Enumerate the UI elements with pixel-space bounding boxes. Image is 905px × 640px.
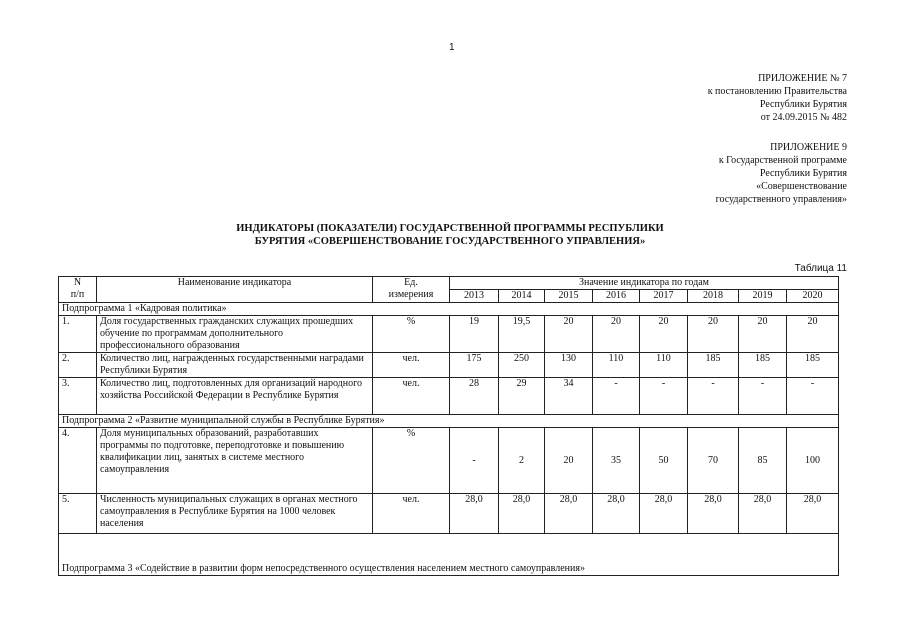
col-unit-header: Ед. измерения	[373, 277, 450, 303]
appendix-line: от 24.09.2015 № 482	[760, 112, 847, 123]
value-cell: 70	[688, 428, 739, 494]
indicator-name: Количество лиц, подготовленных для организаций народного хозяйства Российской Федерации в Республике Бурятия	[97, 378, 373, 415]
row-number: 5.	[59, 494, 97, 534]
col-name-header: Наименование индикатора	[97, 277, 373, 303]
appendix-7-block	[708, 72, 847, 124]
value-cell: 28,0	[787, 494, 839, 534]
value-cell: 130	[545, 353, 593, 378]
value-cell: -	[640, 378, 688, 415]
value-cell: 185	[739, 353, 787, 378]
value-cell: 28,0	[450, 494, 499, 534]
year-header: 2014	[499, 290, 545, 303]
value-cell: 34	[545, 378, 593, 415]
years-group-header: Значение индикатора по годам	[450, 277, 839, 290]
indicator-name: Численность муниципальных служащих в органах местного самоуправления в Республике Бурятия на 1000 человек населения	[97, 494, 373, 534]
subprogram-title: Подпрограмма 1 «Кадровая политика»	[59, 303, 839, 316]
appendix-line: к постановлению Правительства	[707, 86, 847, 97]
appendix-9-block	[716, 141, 847, 206]
title-line: БУРЯТИЯ «СОВЕРШЕНСТВОВАНИЕ ГОСУДАРСТВЕННОГО УПРАВЛЕНИЯ»	[254, 236, 646, 247]
year-header: 2013	[450, 290, 499, 303]
value-cell: 35	[593, 428, 640, 494]
table-row	[59, 378, 839, 415]
header-row	[59, 277, 839, 290]
table-row	[59, 316, 839, 353]
table-row	[59, 494, 839, 534]
appendix-line: к Государственной программе	[718, 155, 847, 166]
document-title	[150, 222, 750, 248]
value-cell: 185	[787, 353, 839, 378]
value-cell: 250	[499, 353, 545, 378]
value-cell: 2	[499, 428, 545, 494]
page-number: 1	[449, 42, 455, 53]
value-cell: -	[688, 378, 739, 415]
subprogram-row	[59, 415, 839, 428]
value-cell: -	[593, 378, 640, 415]
col-number-header: N п/п	[59, 277, 97, 303]
value-cell: 110	[640, 353, 688, 378]
value-cell: 20	[593, 316, 640, 353]
unit-cell: %	[373, 428, 450, 494]
value-cell: 28	[450, 378, 499, 415]
value-cell: 20	[787, 316, 839, 353]
table-row	[59, 353, 839, 378]
value-cell: 20	[545, 316, 593, 353]
value-cell: 19,5	[499, 316, 545, 353]
value-cell: 28,0	[640, 494, 688, 534]
unit-cell: чел.	[373, 378, 450, 415]
value-cell: 28,0	[688, 494, 739, 534]
row-number: 3.	[59, 378, 97, 415]
indicators-table	[58, 276, 839, 576]
value-cell: 28,0	[499, 494, 545, 534]
year-header: 2017	[640, 290, 688, 303]
value-cell: 28,0	[545, 494, 593, 534]
unit-cell: чел.	[373, 494, 450, 534]
subprogram-title: Подпрограмма 3 «Содействие в развитии форм непосредственного осуществления населением местного самоуправления»	[59, 534, 839, 576]
appendix-line: Республики Бурятия	[759, 168, 847, 179]
title-line: ИНДИКАТОРЫ (ПОКАЗАТЕЛИ) ГОСУДАРСТВЕННОЙ ПРОГРАММЫ РЕСПУБЛИКИ	[236, 223, 664, 234]
appendix-line: государственного управления»	[715, 194, 847, 205]
subprogram-row	[59, 303, 839, 316]
year-header: 2018	[688, 290, 739, 303]
appendix-line: «Совершенствование	[756, 181, 847, 192]
value-cell: 28,0	[593, 494, 640, 534]
value-cell: 20	[640, 316, 688, 353]
value-cell: -	[450, 428, 499, 494]
value-cell: 19	[450, 316, 499, 353]
value-cell: 50	[640, 428, 688, 494]
value-cell: 29	[499, 378, 545, 415]
row-number: 1.	[59, 316, 97, 353]
appendix-line: Республики Бурятия	[759, 99, 847, 110]
value-cell: 175	[450, 353, 499, 378]
value-cell: 185	[688, 353, 739, 378]
value-cell: 20	[739, 316, 787, 353]
value-cell: 110	[593, 353, 640, 378]
year-header: 2016	[593, 290, 640, 303]
table-row	[59, 428, 839, 494]
indicator-name: Доля муниципальных образований, разработавших программы по подготовке, переподготовке и повышению квалификации лиц, занятых в системе местного самоуправления	[97, 428, 373, 494]
value-cell: 85	[739, 428, 787, 494]
value-cell: 100	[787, 428, 839, 494]
year-header: 2020	[787, 290, 839, 303]
indicator-name: Количество лиц, награжденных государственными наградами Республики Бурятия	[97, 353, 373, 378]
subprogram-title: Подпрограмма 2 «Развитие муниципальной службы в Республике Бурятия»	[59, 415, 839, 428]
row-number: 4.	[59, 428, 97, 494]
value-cell: -	[739, 378, 787, 415]
value-cell: 28,0	[739, 494, 787, 534]
appendix-line: ПРИЛОЖЕНИЕ 9	[770, 142, 847, 153]
table-label: Таблица 11	[794, 263, 847, 274]
appendix-line: ПРИЛОЖЕНИЕ № 7	[758, 73, 847, 84]
value-cell: 20	[545, 428, 593, 494]
value-cell: -	[787, 378, 839, 415]
row-number: 2.	[59, 353, 97, 378]
subprogram-row	[59, 534, 839, 576]
value-cell: 20	[688, 316, 739, 353]
unit-cell: чел.	[373, 353, 450, 378]
year-header: 2019	[739, 290, 787, 303]
unit-cell: %	[373, 316, 450, 353]
year-header: 2015	[545, 290, 593, 303]
indicator-name: Доля государственных гражданских служащих прошедших обучение по программам дополнительного профессионального образования	[97, 316, 373, 353]
